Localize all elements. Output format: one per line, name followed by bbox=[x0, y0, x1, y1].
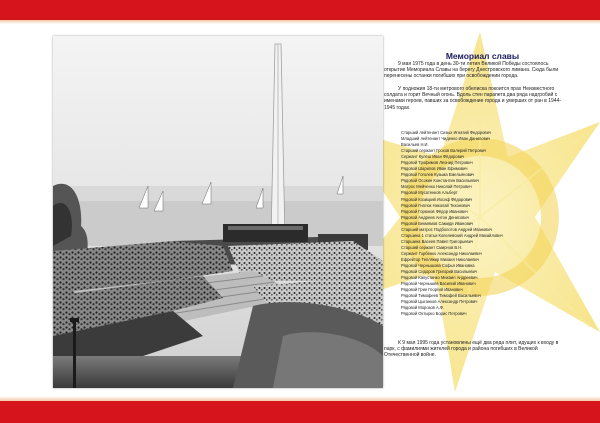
name-item: Старший сержант Грохов Валерий Петрович bbox=[401, 148, 487, 154]
name-item: Рядовой Октырко Борис Петрович bbox=[401, 311, 467, 317]
name-item: Рядовой Горюнов Фёдор Иванович bbox=[401, 208, 468, 214]
name-item: Младший лейтенант Чиденко Иван Данилович bbox=[401, 136, 491, 142]
name-item: Рядовой Мусатенков Альберт bbox=[401, 190, 458, 196]
name-item: Ефрейтор Теплякир Михаил Николаевич bbox=[401, 256, 479, 262]
name-item: Рядовой Гнатюк Николай Тихонович bbox=[401, 202, 470, 208]
bottom-red-band bbox=[0, 401, 600, 423]
top-red-band bbox=[0, 0, 600, 20]
name-item: Рядовой Гоголев Кузьма Емельянович bbox=[401, 172, 475, 178]
name-item: Рядовой Цыганков Александр Петрович bbox=[401, 299, 478, 305]
name-item: Рядовой Трофимов Леонид Петрович bbox=[401, 160, 473, 166]
name-item: Старшина 1 статьи Копелевский Андрей Михайлович bbox=[401, 232, 503, 238]
name-item: Рядовой Осокин Константин Васильевич bbox=[401, 178, 479, 184]
article-title: Мемориал славы bbox=[445, 51, 520, 61]
name-item: Рядовой Козицкий Иосиф Фёдорович bbox=[401, 196, 473, 202]
name-item: Рядовой Грин Георгий Иванович bbox=[401, 287, 463, 293]
name-item: Старший лейтенант Сизых Игнатий Федорович bbox=[401, 130, 492, 135]
name-item: Рядовой Сидоров Григорий Васильевич bbox=[401, 269, 478, 275]
paragraph-opening: 9 мая 1975 года в день 30-ти летия Великой Победы состоялось открытие Мемориала Славы на берегу Днестровского лимана. Сюда были перенесены останки погибших при освобождении города. bbox=[384, 61, 559, 80]
name-item: Старшина Васеев Павел Григорьевич bbox=[401, 238, 474, 244]
name-item: Рядовой Чернышова Софья Ивановна bbox=[401, 263, 475, 269]
paragraph-obelisk: У подножия 18-ти метрового обелиска покоится прах Неизвестного солдата и горит Вечный огонь. Вдоль стен парапета два ряда надгробий с именами героев, павших за освобождение города и умерших от ран в 1944-1945 годах. bbox=[384, 86, 562, 111]
name-item: Рядовой Андреев Антон Денисович bbox=[401, 214, 469, 220]
name-item: Рядовой Шарипов Иван Ефимович bbox=[401, 166, 468, 172]
name-item: Рядовой Тимофеев Тимофей Васильевич bbox=[401, 293, 481, 299]
name-item: Рядовой Капустинко Михаил Андреевич bbox=[401, 275, 478, 281]
name-item: Рядовой Морозов А.Ф. bbox=[401, 305, 445, 311]
name-item: Сержант Горбенко Александр Николаевич bbox=[401, 250, 482, 256]
name-item: Рядовой Бекмямов Самиди Иванович bbox=[401, 220, 474, 226]
names-list bbox=[401, 130, 551, 317]
top-band-shadow bbox=[0, 20, 600, 24]
memorial-photo bbox=[53, 36, 383, 388]
name-item: Матрос Мейченко Николай Петрович bbox=[401, 184, 472, 190]
name-item: Старший матрос Подболотов Андрей Иванович bbox=[401, 226, 492, 232]
name-item: Васильев Н.И. bbox=[401, 142, 429, 148]
name-item: Сержант Кулеш Иван Фёдорович bbox=[401, 154, 465, 160]
name-item: Рядовой Чернышёв Василий Иванович bbox=[401, 281, 476, 287]
paragraph-1995: К 9 мая 1995 года установлены ещё два ряда плит, идущих к входу в парк, с фамилиями жителей города и района погибших в Великой Отечественной войне. bbox=[384, 340, 559, 359]
name-item: Старший сержант Смирнов В.Н. bbox=[401, 244, 463, 250]
